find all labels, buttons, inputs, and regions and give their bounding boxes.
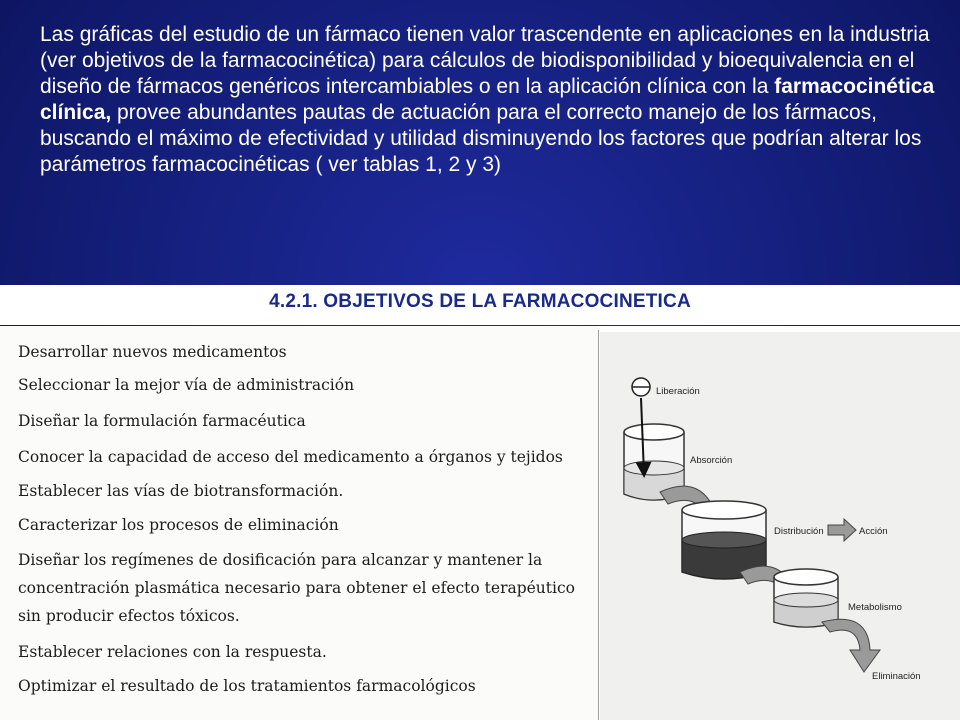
label-eliminacion: Eliminación (872, 671, 921, 682)
objective-item: Establecer las vías de biotransformación. (18, 482, 344, 500)
objective-item: Conocer la capacidad de acceso del medicamento a órganos y tejidos (18, 448, 563, 466)
diagram-illustration (600, 332, 960, 720)
objectives-table (0, 326, 598, 720)
metabolism-beaker-icon (774, 569, 838, 627)
objective-item: Diseñar la formulación farmacéutica (18, 412, 306, 430)
objective-item: Establecer relaciones con la respuesta. (18, 643, 327, 661)
label-metabolismo: Metabolismo (848, 602, 902, 613)
objective-item: Desarrollar nuevos medicamentos (18, 343, 287, 361)
intro-bold-term: farmacocinética clínica, (40, 75, 935, 124)
label-liberacion: Liberación (656, 386, 700, 397)
pharmacokinetics-diagram (600, 332, 960, 720)
column-divider (598, 330, 599, 720)
label-absorcion: Absorción (690, 455, 733, 466)
objective-item: concentración plasmática necesario para obtener el efecto terapéutico (18, 579, 575, 597)
elimination-arrow-icon (822, 619, 880, 672)
content-area (0, 326, 960, 720)
intro-text-end: provee abundantes pautas de actuación para el correcto manejo de los fármacos, buscando el máximo de efectividad y utilidad disminuyendo los factores que podrían alterar los parámetros farmacocinéticas ( ver tablas 1, 2 y 3) (40, 101, 922, 176)
liberation-capsule-icon (632, 378, 650, 396)
objective-item: Diseñar los regímenes de dosificación para alcanzar y mantener la (18, 551, 543, 569)
label-accion: Acción (859, 526, 888, 537)
objective-item: Seleccionar la mejor vía de administración (18, 376, 355, 394)
intro-text-start: Las gráficas del estudio de un fármaco tienen valor trascendente en aplicaciones en la industria (ver objetivos de la farmacocinética) para cálculos de biodisponibilidad y bioequivalencia en el diseño de fármacos genéricos intercambiables o en la aplicación clínica con la (40, 23, 930, 98)
action-arrow-icon (828, 519, 856, 541)
intro-paragraph (40, 22, 940, 178)
objective-item: Caracterizar los procesos de eliminación (18, 516, 339, 534)
label-distribucion: Distribución (774, 526, 824, 537)
objective-item: Optimizar el resultado de los tratamientos farmacológicos (18, 677, 476, 695)
section-title: 4.2.1. OBJETIVOS DE LA FARMACOCINETICA (269, 291, 691, 312)
objective-item: sin producir efectos tóxicos. (18, 607, 240, 625)
